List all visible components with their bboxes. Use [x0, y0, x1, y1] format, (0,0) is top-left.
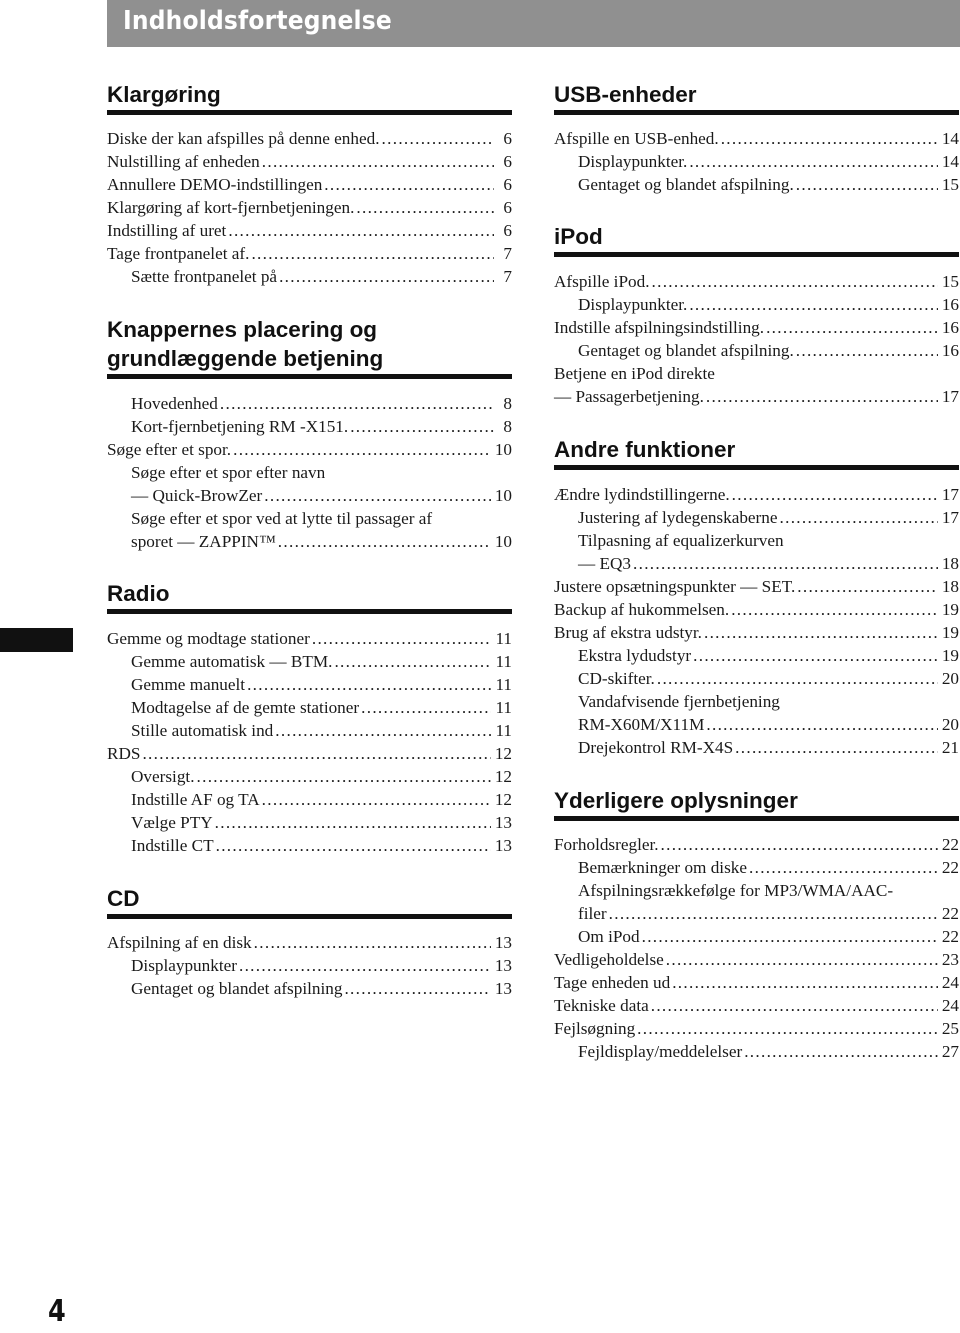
section-heading: Radio	[107, 581, 170, 606]
toc-entry[interactable]: Gemme automatisk — BTM. . . . 11	[131, 650, 512, 673]
toc-entry[interactable]: Tage frontpanelet af. . . . 7	[107, 242, 512, 265]
toc-entry[interactable]: Søge efter et spor ved at lytte til passager af	[131, 509, 433, 528]
toc-entry[interactable]: Ændre lydindstillingerne. . . . 17	[554, 483, 959, 506]
toc-entry[interactable]: filer . . . 22	[578, 902, 959, 925]
toc-entry[interactable]: Ekstra lydudstyr . . . 19	[578, 644, 959, 667]
toc-entry[interactable]: Backup af hukommelsen. . . . 19	[554, 598, 959, 621]
toc-entry[interactable]: Displaypunkter . . . 13	[131, 954, 512, 977]
toc-entry[interactable]: Stille automatisk ind . . . 11	[131, 719, 512, 742]
toc-entry[interactable]: Om iPod . . . 22	[578, 925, 959, 948]
toc-entry[interactable]: Oversigt. . . . 12	[131, 765, 512, 788]
section-rule	[554, 816, 959, 821]
toc-entry[interactable]: Nulstilling af enheden . . . 6	[107, 150, 512, 173]
page-title: Indholdsfortegnelse	[123, 6, 392, 36]
section-heading: Klargøring	[107, 82, 221, 107]
toc-entry[interactable]: Gemme manuelt . . . 11	[131, 673, 512, 696]
toc-entry[interactable]: Klargøring af kort-fjernbetjeningen. . . . 6	[107, 196, 512, 219]
section-heading: grundlæggende betjening	[107, 346, 384, 371]
section-heading: Yderligere oplysninger	[554, 788, 798, 813]
toc-entry[interactable]: Afspilning af en disk . . . 13	[107, 931, 512, 954]
section-rule	[554, 110, 959, 115]
section-rule	[554, 252, 959, 257]
toc-entry[interactable]: Afspille en USB-enhed. . . . 14	[554, 127, 959, 150]
toc-entry[interactable]: sporet — ZAPPIN™ . . . 10	[131, 530, 512, 553]
toc-entry[interactable]: Indstille afspilningsindstilling. . . . 16	[554, 316, 959, 339]
section-heading: iPod	[554, 224, 603, 249]
toc-entry[interactable]: Hovedenhed . . . 8	[131, 392, 512, 415]
toc-entry[interactable]: Afspilningsrækkefølge for MP3/WMA/AAC-	[578, 881, 894, 900]
toc-entry[interactable]: Gemme og modtage stationer . . . 11	[107, 627, 512, 650]
toc-entry[interactable]: Sætte frontpanelet på . . . 7	[131, 265, 512, 288]
toc-entry[interactable]: Indstille AF og TA . . . 12	[131, 788, 512, 811]
toc-entry[interactable]: Forholdsregler. . . . 22	[554, 833, 959, 856]
toc-entry[interactable]: Tekniske data . . . 24	[554, 994, 959, 1017]
toc-entry[interactable]: Modtagelse af de gemte stationer . . . 11	[131, 696, 512, 719]
toc-entry[interactable]: Annullere DEMO-indstillingen . . . 6	[107, 173, 512, 196]
section-heading: USB-enheder	[554, 82, 697, 107]
toc-entry[interactable]: Tage enheden ud . . . 24	[554, 971, 959, 994]
toc-entry[interactable]: Gentaget og blandet afspilning. . . . 15	[578, 173, 959, 196]
toc-entry[interactable]: Kort-fjernbetjening RM -X151. . . . 8	[131, 415, 512, 438]
toc-entry[interactable]: Justering af lydegenskaberne . . . 17	[578, 506, 959, 529]
section-heading: CD	[107, 886, 140, 911]
toc-entry[interactable]: Søge efter et spor efter navn	[131, 463, 326, 482]
toc-entry[interactable]: Vedligeholdelse . . . 23	[554, 948, 959, 971]
toc-entry[interactable]: RM-X60M/X11M . . . 20	[578, 713, 959, 736]
toc-entry[interactable]: Tilpasning af equalizerkurven	[578, 531, 784, 550]
toc-entry[interactable]: Fejlsøgning . . . 25	[554, 1017, 959, 1040]
toc-entry[interactable]: — EQ3 . . . 18	[578, 552, 959, 575]
toc-entry[interactable]: Brug af ekstra udstyr. . . . 19	[554, 621, 959, 644]
section-rule	[107, 110, 512, 115]
section-rule	[107, 609, 512, 614]
toc-entry[interactable]: Displaypunkter. . . . 14	[578, 150, 959, 173]
section-heading: Knappernes placering og	[107, 317, 378, 342]
toc-entry[interactable]: Afspille iPod. . . . 15	[554, 270, 959, 293]
section-heading: Andre funktioner	[554, 437, 736, 462]
toc-entry[interactable]: Bemærkninger om diske . . . 22	[578, 856, 959, 879]
toc-entry[interactable]: Displaypunkter. . . . 16	[578, 293, 959, 316]
toc-entry[interactable]: Gentaget og blandet afspilning. . . . 16	[578, 339, 959, 362]
toc-entry[interactable]: Diske der kan afspilles på denne enhed. . . . 6	[107, 127, 512, 150]
page-number: 4	[48, 1294, 66, 1329]
toc-entry[interactable]: Indstille CT . . . 13	[131, 834, 512, 857]
toc-entry[interactable]: RDS . . . 12	[107, 742, 512, 765]
toc-entry[interactable]: — Quick-BrowZer . . . 10	[131, 484, 512, 507]
toc-entry[interactable]: Drejekontrol RM-X4S . . . 21	[578, 736, 959, 759]
toc-entry[interactable]: CD-skifter. . . . 20	[578, 667, 959, 690]
toc-entry[interactable]: — Passagerbetjening. . . . 17	[554, 385, 959, 408]
title-bar	[107, 0, 960, 47]
section-tab-marker	[0, 628, 73, 652]
toc-entry[interactable]: Justere opsætningspunkter — SET. . . . 18	[554, 575, 959, 598]
section-rule	[107, 914, 512, 919]
toc-entry[interactable]: Indstilling af uret . . . 6	[107, 219, 512, 242]
section-rule	[107, 374, 512, 379]
toc-entry[interactable]: Fejldisplay/meddelelser . . . 27	[578, 1040, 959, 1063]
toc-entry[interactable]: Betjene en iPod direkte	[554, 364, 715, 383]
toc-entry[interactable]: Søge efter et spor. . . . 10	[107, 438, 512, 461]
toc-entry[interactable]: Gentaget og blandet afspilning . . . 13	[131, 977, 512, 1000]
section-rule	[554, 465, 959, 470]
toc-entry[interactable]: Vandafvisende fjernbetjening	[578, 692, 780, 711]
toc-entry[interactable]: Vælge PTY . . . 13	[131, 811, 512, 834]
